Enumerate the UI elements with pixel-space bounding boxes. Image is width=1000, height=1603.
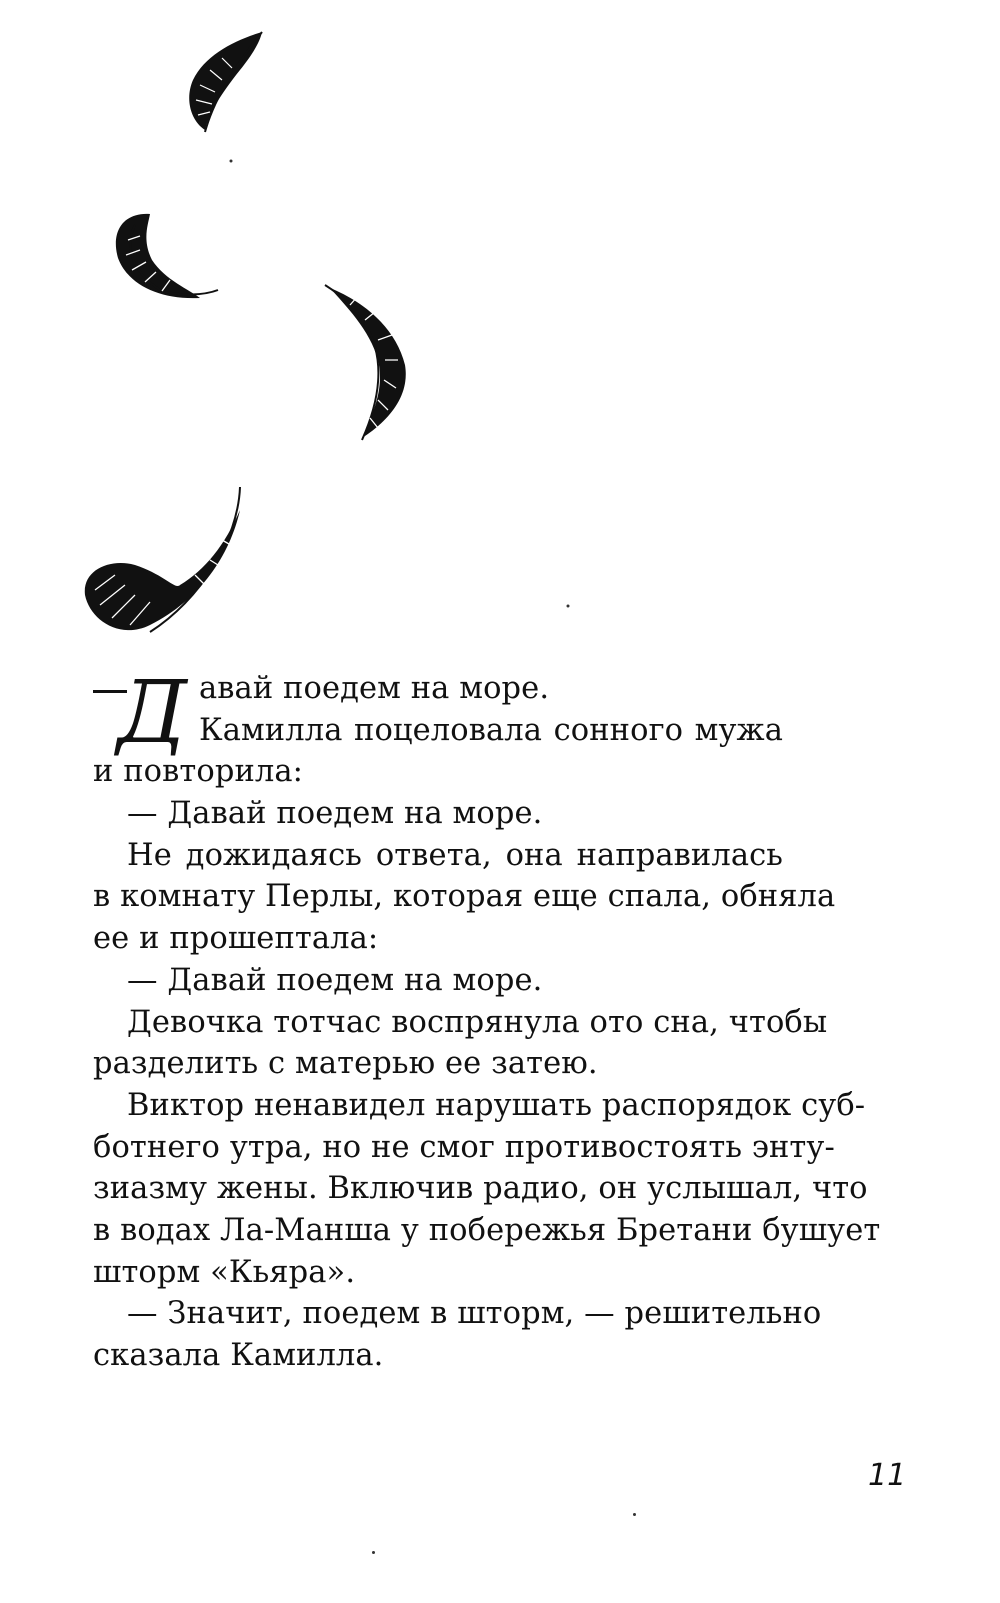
text-line: шторм «Кьяра». bbox=[93, 1254, 356, 1290]
text-line: сказала Камилла. bbox=[93, 1338, 384, 1373]
dialogue-line: — Давай поедем на море. bbox=[127, 796, 543, 832]
page-number: 11 bbox=[868, 1458, 907, 1493]
text-line: в комнату Перлы, которая еще спала, обняла bbox=[93, 879, 836, 915]
text-line: Камилла поцеловала сонного мужа bbox=[199, 712, 783, 748]
print-speck bbox=[633, 1513, 636, 1516]
text-line: и повторила: bbox=[93, 754, 304, 790]
print-speck bbox=[372, 1551, 375, 1554]
feather-icon bbox=[85, 487, 240, 632]
feathers-illustration bbox=[0, 0, 1000, 680]
opening-line-text: авай поедем на море. bbox=[199, 671, 550, 706]
text-line: разделить с матерью ее затею. bbox=[93, 1046, 598, 1082]
drop-cap: Д bbox=[117, 663, 188, 763]
text-line: Девочка тотчас воспрянула ото сна, чтобы bbox=[127, 1004, 828, 1040]
text-line: в водах Ла-Манша у побережья Бретани бушует bbox=[93, 1212, 881, 1248]
feather-icon bbox=[325, 285, 406, 440]
text-line: зиазму жены. Включив радио, он услышал, что bbox=[93, 1171, 868, 1207]
feather-icon bbox=[189, 32, 262, 132]
text-line: ботнего утра, но не смог противостоять энту- bbox=[93, 1129, 835, 1165]
dialogue-line: — Значит, поедем в шторм, — решительно bbox=[127, 1296, 822, 1332]
feather-icon bbox=[116, 214, 218, 298]
text-line: Виктор ненавидел нарушать распорядок суб- bbox=[127, 1087, 866, 1123]
chapter-text bbox=[93, 663, 881, 1377]
dialogue-line: — Давай поедем на море. bbox=[127, 962, 543, 998]
text-line: Не дожидаясь ответа, она направилась bbox=[127, 837, 783, 873]
text-line: ее и прошептала: bbox=[93, 921, 379, 957]
